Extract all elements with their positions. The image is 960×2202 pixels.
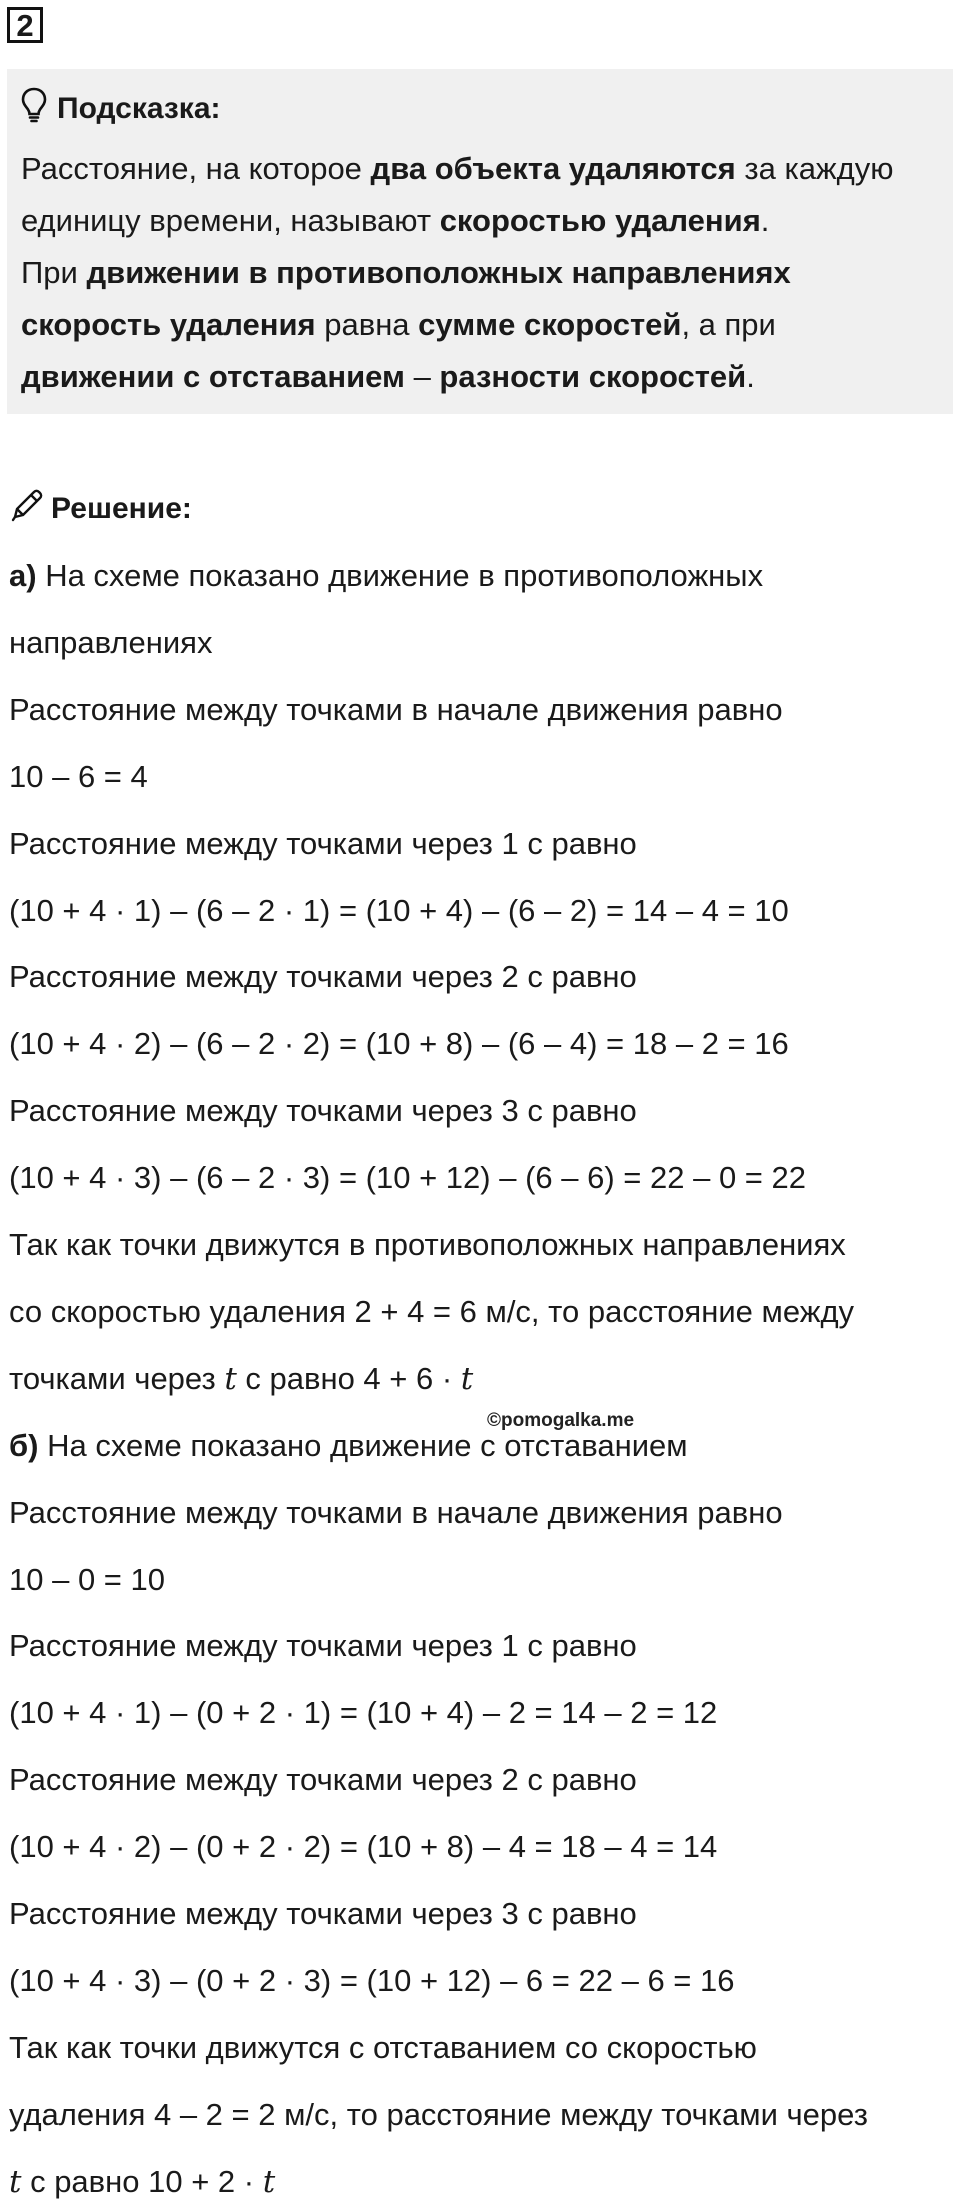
solution-line <box>9 690 783 730</box>
text-segment: . <box>760 203 770 238</box>
text-segment: за каждую <box>735 151 894 186</box>
text-segment: t <box>460 1361 474 1397</box>
solution-line <box>9 1158 806 1198</box>
hint-line <box>21 195 939 247</box>
text-segment: направлениях <box>9 625 213 660</box>
text-segment: Расстояние между точками через 3 с равно <box>9 1093 637 1128</box>
hint-line <box>21 351 939 403</box>
solution-line <box>9 2095 868 2135</box>
text-segment: Расстояние между точками через 2 с равно <box>9 959 637 994</box>
hint-box <box>7 69 953 414</box>
solution-line <box>9 1292 854 1332</box>
solution-line <box>9 1827 717 1867</box>
solution-line <box>9 1024 789 1064</box>
text-segment: (10 + 4 · 2) – (0 + 2 · 2) = (10 + 8) – 4 = 18 – 4 = 14 <box>9 1829 718 1864</box>
text-segment: 10 – 0 = 10 <box>9 1562 165 1597</box>
pencil-icon <box>9 487 51 531</box>
text-segment: точками через <box>9 1361 225 1396</box>
solution-line <box>9 1493 783 1533</box>
hint-header <box>21 77 939 141</box>
solution-line <box>9 1426 688 1466</box>
text-segment: удаления 4 – 2 = 2 м/с, то расстояние между точками через <box>9 2097 868 2132</box>
text-segment: Так как точки движутся в противоположных направлениях <box>9 1227 846 1262</box>
text-segment: На схеме показано движение с отставанием <box>38 1428 688 1463</box>
text-segment: (10 + 4 · 3) – (0 + 2 · 3) = (10 + 12) – 6 = 22 – 6 = 16 <box>9 1963 735 1998</box>
text-segment: скоростью удаления <box>439 203 761 238</box>
watermark: ©pomogalka.me <box>487 1410 635 1431</box>
text-segment: (10 + 4 · 1) – (6 – 2 · 1) = (10 + 4) – (6 – 2) = 14 – 4 = 10 <box>9 893 789 928</box>
solution-line <box>9 556 763 596</box>
text-segment: с равно 4 + 6 · <box>236 1361 461 1396</box>
text-segment: , а при <box>681 307 776 342</box>
solution-line <box>9 1961 735 2001</box>
text-segment: движении с отставанием <box>21 359 405 394</box>
text-segment: Расстояние между точками через 1 с равно <box>9 1628 637 1663</box>
text-segment: – <box>404 359 440 394</box>
solution-line <box>9 1225 846 1265</box>
text-segment: разности скоростей <box>439 359 747 394</box>
text-segment: Расстояние между точками через 2 с равно <box>9 1762 637 1797</box>
text-segment: а) <box>9 558 37 593</box>
hint-line <box>21 143 939 195</box>
text-segment: сумме скоростей <box>418 307 682 342</box>
text-segment: (10 + 4 · 3) – (6 – 2 · 3) = (10 + 12) – (6 – 6) = 22 – 0 = 22 <box>9 1160 806 1195</box>
solution-line <box>9 2028 757 2068</box>
solution-line <box>9 1359 473 1399</box>
solution-line <box>9 2162 275 2202</box>
solution-line <box>9 1560 165 1600</box>
text-segment: 10 – 6 = 4 <box>9 759 148 794</box>
solution-line <box>9 891 789 931</box>
text-segment: t <box>262 2164 276 2200</box>
text-segment: (10 + 4 · 1) – (0 + 2 · 1) = (10 + 4) – 2 = 14 – 2 = 12 <box>9 1695 718 1730</box>
text-segment: (10 + 4 · 2) – (6 – 2 · 2) = (10 + 8) – (6 – 4) = 18 – 2 = 16 <box>9 1026 789 1061</box>
solution-line <box>9 957 637 997</box>
task-number-badge: 2 <box>7 7 43 43</box>
text-segment: движении в противоположных направлениях <box>86 255 791 290</box>
solution-header <box>9 484 192 534</box>
hint-line <box>21 247 939 299</box>
lightbulb-icon <box>21 87 57 131</box>
text-segment: Расстояние между точками в начале движения равно <box>9 692 783 727</box>
text-segment: При <box>21 255 87 290</box>
text-segment: Расстояние между точками через 3 с равно <box>9 1896 637 1931</box>
hint-text <box>21 143 939 403</box>
text-segment: На схеме показано движение в противоположных <box>36 558 764 593</box>
text-segment: скорость удаления <box>21 307 316 342</box>
text-segment: . <box>746 359 755 394</box>
solution-line <box>9 757 148 797</box>
text-segment: два объекта удаляются <box>370 151 736 186</box>
text-segment: равна <box>315 307 419 342</box>
text-segment: Так как точки движутся с отставанием со скоростью <box>9 2030 757 2065</box>
solution-line <box>9 623 212 663</box>
text-segment: Расстояние между точками в начале движения равно <box>9 1495 783 1530</box>
solution-line <box>9 1626 637 1666</box>
solution-title: Решение: <box>51 492 192 525</box>
solution-line <box>9 1091 637 1131</box>
solution-line <box>9 1693 717 1733</box>
solution-line <box>9 1760 637 1800</box>
solution-line <box>9 1894 637 1934</box>
text-segment: Расстояние между точками через 1 с равно <box>9 826 637 861</box>
hint-title: Подсказка: <box>57 92 221 125</box>
text-segment: t <box>224 1361 237 1397</box>
text-segment: б) <box>9 1428 39 1463</box>
text-segment: единицу времени, называют <box>21 203 440 238</box>
hint-line <box>21 299 939 351</box>
solution-line <box>9 824 637 864</box>
text-segment: t <box>9 2164 22 2200</box>
text-segment: с равно 10 + 2 · <box>21 2164 263 2199</box>
text-segment: Расстояние, на которое <box>21 151 371 186</box>
text-segment: со скоростью удаления 2 + 4 = 6 м/с, то расстояние между <box>9 1294 855 1329</box>
